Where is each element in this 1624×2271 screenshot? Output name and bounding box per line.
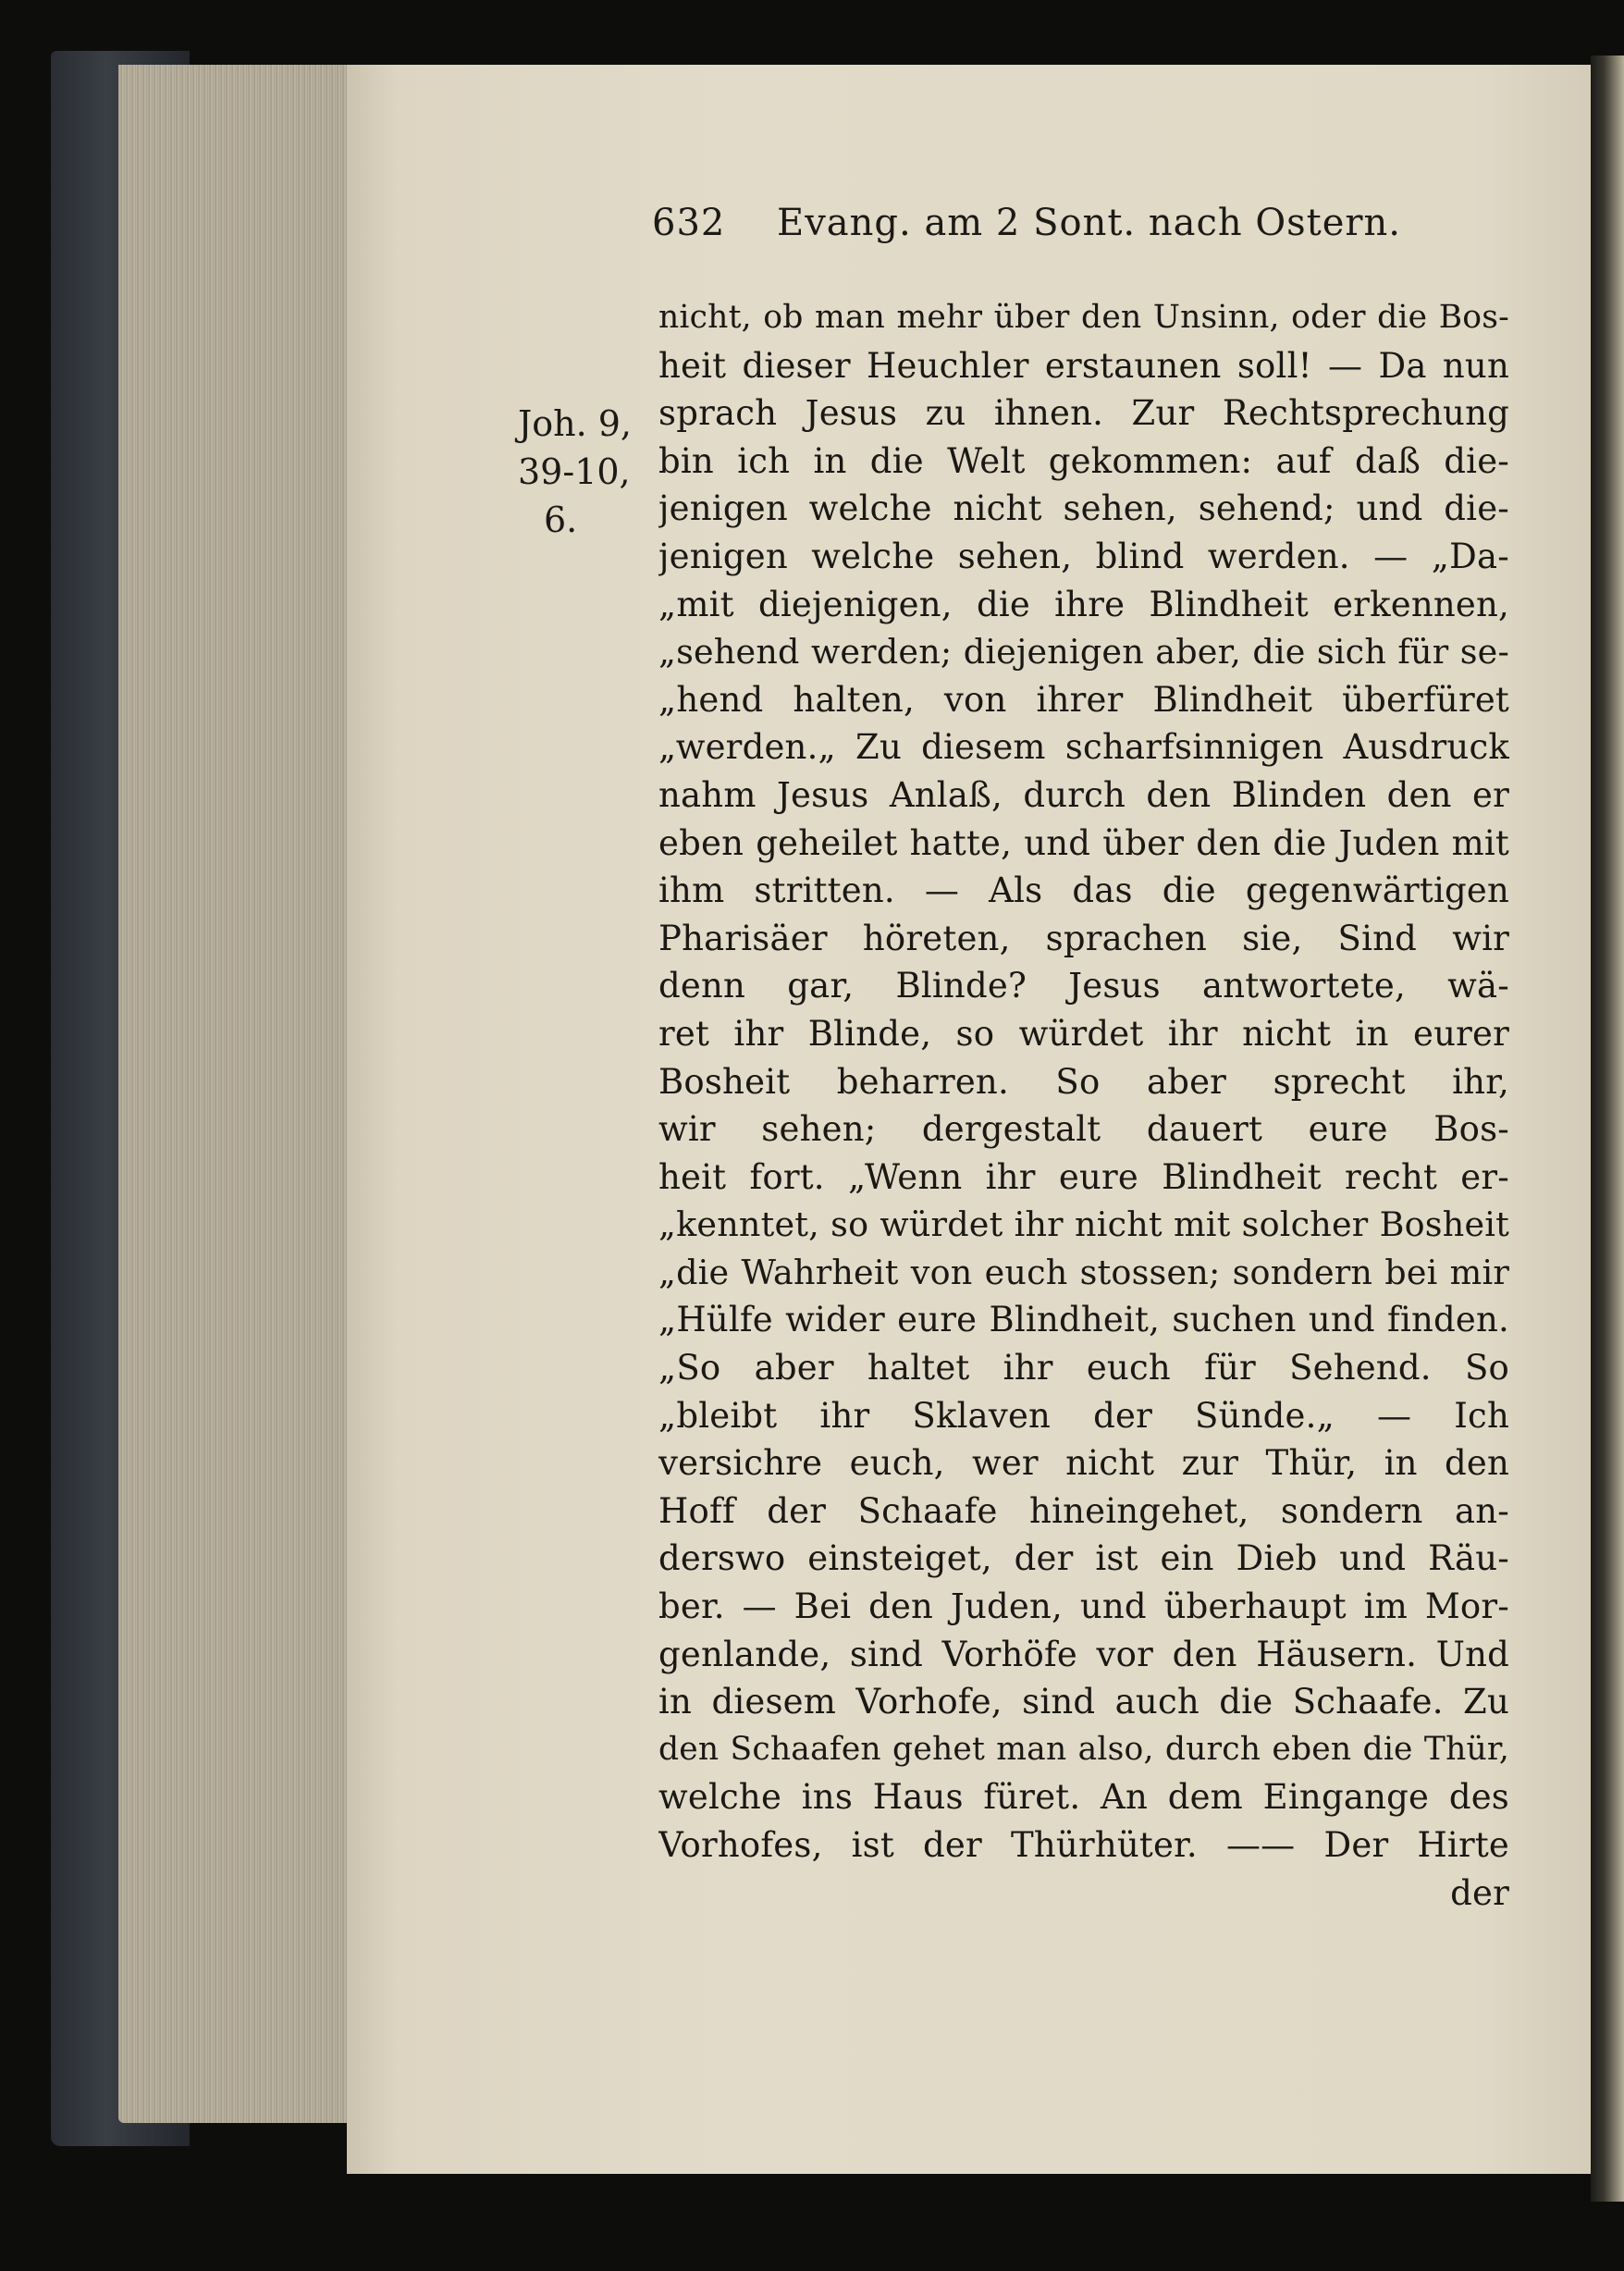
text-line: Hoff der Schaafe hineingehet, sondern an- xyxy=(658,1490,1509,1531)
text-line: ber. — Bei den Juden, und überhaupt im Mor- xyxy=(658,1586,1509,1627)
text-line: bin ich in die Welt gekommen: auf daß die- xyxy=(658,440,1509,481)
text-line: eben geheilet hatte, und über den die Juden mit xyxy=(658,822,1509,863)
text-line: derswo einsteiget, der ist ein Dieb und Räu- xyxy=(658,1538,1509,1579)
margin-reference-line: 6. xyxy=(544,500,578,540)
text-line: jenigen welche nicht sehen, sehend; und die- xyxy=(658,488,1509,529)
text-line: heit dieser Heuchler erstaunen soll! — Da nun xyxy=(658,345,1509,386)
page-number: 632 xyxy=(652,202,726,244)
text-line: heit fort. „Wenn ihr eure Blindheit recht er- xyxy=(658,1156,1509,1197)
text-line: „kenntet, so würdet ihr nicht mit solcher Bosheit xyxy=(658,1204,1509,1245)
text-line: nahm Jesus Anlaß, durch den Blinden den er xyxy=(658,774,1509,815)
catchword: der xyxy=(1450,1872,1509,1913)
body-text xyxy=(658,294,1509,1917)
text-line: „werden.„ Zu diesem scharfsinnigen Ausdruck xyxy=(658,727,1509,768)
text-line: denn gar, Blinde? Jesus antwortete, wä- xyxy=(658,966,1509,1006)
text-line: welche ins Haus füret. An dem Eingange des xyxy=(658,1777,1509,1818)
facing-page-edge xyxy=(1591,56,1624,2202)
text-line: sprach Jesus zu ihnen. Zur Rechtsprechung xyxy=(658,393,1509,434)
text-line: ret ihr Blinde, so würdet ihr nicht in eurer xyxy=(658,1013,1509,1054)
text-line: „So aber haltet ihr euch für Sehend. So xyxy=(658,1348,1509,1389)
page-header xyxy=(652,202,1512,257)
text-line: „sehend werden; diejenigen aber, die sich für se- xyxy=(658,632,1509,673)
text-line: wir sehen; dergestalt dauert eure Bos- xyxy=(658,1109,1509,1150)
text-line: den Schaafen gehet man also, durch eben die Thür, xyxy=(658,1730,1509,1768)
text-line: nicht, ob man mehr über den Unsinn, oder die Bos- xyxy=(658,299,1509,336)
margin-reference-line: Joh. 9, xyxy=(518,403,632,444)
text-line: „mit diejenigen, die ihre Blindheit erkennen, xyxy=(658,584,1509,624)
text-line: versichre euch, wer nicht zur Thür, in den xyxy=(658,1443,1509,1484)
text-line: „bleibt ihr Sklaven der Sünde.„ — Ich xyxy=(658,1395,1509,1436)
margin-reference-line: 39-10, xyxy=(518,451,631,492)
running-title: Evang. am 2 Sont. nach Ostern. xyxy=(777,202,1401,244)
text-line: „die Wahrheit von euch stossen; sondern bei mir xyxy=(658,1252,1509,1292)
text-line: „Hülfe wider eure Blindheit, suchen und finden. xyxy=(658,1300,1509,1340)
text-line: jenigen welche sehen, blind werden. — „Da- xyxy=(658,536,1509,576)
text-line: Pharisäer höreten, sprachen sie, Sind wir xyxy=(658,918,1509,958)
text-line: Bosheit beharren. So aber sprecht ihr, xyxy=(658,1061,1509,1102)
margin-reference xyxy=(518,400,647,544)
text-line: „hend halten, von ihrer Blindheit überfüret xyxy=(658,679,1509,720)
page-edges xyxy=(118,65,359,2123)
text-line: genlande, sind Vorhöfe vor den Häusern. Und xyxy=(658,1634,1509,1674)
text-line: ihm stritten. — Als das die gegenwärtigen xyxy=(658,870,1509,911)
text-line: Vorhofes, ist der Thürhüter. —— Der Hirte xyxy=(658,1825,1509,1865)
text-line: in diesem Vorhofe, sind auch die Schaafe. Zu xyxy=(658,1682,1509,1722)
